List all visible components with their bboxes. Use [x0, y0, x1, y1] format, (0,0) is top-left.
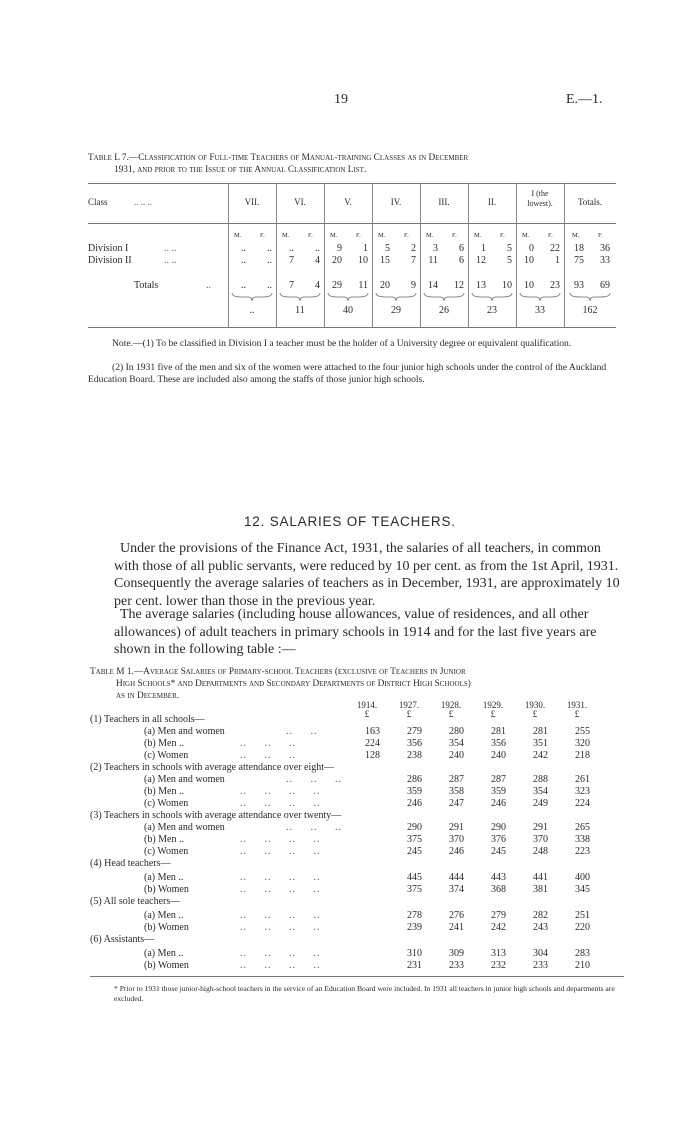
- table-row: [90, 834, 624, 846]
- paragraph-1: Under the provisions of the Finance Act, 1931, the salaries of all teachers, in common with those of all public servants, were reduced by 10 per cent. as from the 1st April, 1931. Consequently the average salaries of teachers as in December, 1931, are approximately 10 per cent. lower than those in the previous year.: [114, 541, 620, 609]
- cell: 238: [407, 750, 422, 761]
- cell: 283: [575, 948, 590, 959]
- mf-label: F.: [356, 232, 361, 239]
- cell: 265: [575, 822, 590, 833]
- row-label: (b) Women: [144, 960, 189, 971]
- cell: 279: [491, 910, 506, 921]
- cell: 291: [533, 822, 548, 833]
- total-cell: 20: [380, 280, 390, 291]
- cell: 224: [365, 738, 380, 749]
- mf-label: F.: [452, 232, 457, 239]
- cell: 370: [449, 834, 464, 845]
- group-heading: (3) Teachers in schools with average attendance over twenty—: [90, 810, 342, 821]
- row-label: (a) Men and women: [144, 726, 225, 737]
- leader-dots: .. .. .. ..: [240, 786, 321, 797]
- row-label: (b) Men ..: [144, 834, 184, 845]
- leader-dots: .. .. .. ..: [240, 948, 321, 959]
- table-l7-bottom-rule: [88, 327, 616, 328]
- group-heading-row: [90, 810, 624, 822]
- leader-dots: .. .. .. ..: [240, 960, 321, 971]
- cell: 22: [550, 243, 560, 254]
- table-l7-top-rule: [88, 183, 616, 184]
- total-cell: ..: [241, 280, 246, 291]
- cell: 239: [407, 922, 422, 933]
- cell: 370: [533, 834, 548, 845]
- cell: 255: [575, 726, 590, 737]
- mf-label: M.: [330, 232, 338, 239]
- table-row: [90, 822, 624, 834]
- row-label: (b) Men ..: [144, 738, 184, 749]
- row-dots: .. ..: [164, 255, 177, 266]
- cell: 354: [533, 786, 548, 797]
- mf-label: M.: [522, 232, 530, 239]
- row-label-division-ii: Division II: [88, 255, 132, 266]
- cell: 358: [449, 786, 464, 797]
- cell: 281: [491, 726, 506, 737]
- col-header-iv: IV.: [390, 197, 402, 207]
- cell: 276: [449, 910, 464, 921]
- col-divider: [516, 183, 517, 327]
- col-header-iii: III.: [438, 197, 450, 207]
- cell: 15: [380, 255, 390, 266]
- cell: 10: [524, 255, 534, 266]
- group-heading: (5) All sole teachers—: [90, 896, 181, 907]
- cell: 1: [481, 243, 486, 254]
- cell: 128: [365, 750, 380, 761]
- total-cell: 11: [358, 280, 368, 291]
- total-cell: 10: [502, 280, 512, 291]
- cell: 7: [289, 255, 294, 266]
- cell: 247: [449, 798, 464, 809]
- leader-dots: .. .. .. ..: [240, 922, 321, 933]
- leader-dots: .. .. ..: [240, 738, 296, 749]
- table-l7-note-1: Note.—(1) To be classified in Division I a teacher must be the holder of a University degree or equivalent qualification.: [112, 338, 572, 349]
- total-cell: 10: [524, 280, 534, 291]
- table-row: [90, 922, 624, 934]
- cell: 243: [533, 922, 548, 933]
- cell: 245: [407, 846, 422, 857]
- row-label-division-i: Division I: [88, 243, 129, 254]
- cell: 242: [491, 922, 506, 933]
- mf-label: M.: [282, 232, 290, 239]
- cell: 218: [575, 750, 590, 761]
- cell: 443: [491, 872, 506, 883]
- cell: 6: [459, 255, 464, 266]
- leader-dots: .. .. ..: [240, 750, 296, 761]
- table-row: [90, 726, 624, 738]
- col-class-header: Class: [88, 197, 108, 207]
- cell: 210: [575, 960, 590, 971]
- cell: ..: [289, 243, 294, 254]
- currency-symbol: £: [490, 709, 496, 719]
- paragraph-2: The average salaries (including house allowances, value of residences, and all other allowances) of adult teachers in primary schools in 1914 and for the last five years are shown in the following table :—: [114, 607, 597, 657]
- cell: 359: [407, 786, 422, 797]
- mf-label: F.: [404, 232, 409, 239]
- total-cell: 7: [289, 280, 294, 291]
- cell: 354: [449, 738, 464, 749]
- total-cell: 14: [428, 280, 438, 291]
- cell: 224: [575, 798, 590, 809]
- table-row: [90, 774, 624, 786]
- cell: 5: [507, 243, 512, 254]
- table-l7: [88, 183, 616, 328]
- row-label: (c) Women: [144, 750, 189, 761]
- cell: 313: [491, 948, 506, 959]
- table-row: [90, 798, 624, 810]
- cell: 368: [491, 884, 506, 895]
- mf-label: M.: [426, 232, 434, 239]
- table-row: [90, 750, 624, 762]
- table-l7-caption-line1: Table L 7.—Classification of Full-time Teachers of Manual-training Classes as in December: [88, 153, 469, 163]
- leader-dots: .. .. .. ..: [240, 872, 321, 883]
- table-row: [90, 872, 624, 884]
- cell: 240: [491, 750, 506, 761]
- group-heading: (2) Teachers in schools with average attendance over eight—: [90, 762, 335, 773]
- year-header: 1931.: [566, 700, 588, 710]
- table-m1-caption: [90, 666, 624, 702]
- group-heading: (4) Head teachers—: [90, 858, 171, 869]
- cell: 356: [491, 738, 506, 749]
- cell: 444: [449, 872, 464, 883]
- cell: 233: [449, 960, 464, 971]
- col-header-vii: VII.: [244, 197, 260, 207]
- cell: 10: [358, 255, 368, 266]
- cell: 20: [332, 255, 342, 266]
- row-label: (b) Women: [144, 884, 189, 895]
- cell: 1: [555, 255, 560, 266]
- totals-dots: ..: [206, 280, 211, 291]
- totals-label: Totals: [134, 280, 159, 291]
- cell: 75: [574, 255, 584, 266]
- cell: 309: [449, 948, 464, 959]
- cell: ..: [241, 243, 246, 254]
- cell: 345: [575, 884, 590, 895]
- cell: 279: [407, 726, 422, 737]
- year-header: 1930.: [524, 700, 546, 710]
- row-label: (a) Men and women: [144, 822, 225, 833]
- mf-label: F.: [308, 232, 313, 239]
- leader-dots: .. .. .. ..: [240, 884, 321, 895]
- col-header-vi: VI.: [294, 197, 306, 207]
- mf-label: F.: [548, 232, 553, 239]
- cell: 323: [575, 786, 590, 797]
- cell: 246: [491, 798, 506, 809]
- table-l7-header-rule: [88, 223, 616, 224]
- cell: 251: [575, 910, 590, 921]
- cell: 282: [533, 910, 548, 921]
- total-cell: 69: [600, 280, 610, 291]
- cell: 36: [600, 243, 610, 254]
- mf-label: F.: [260, 232, 265, 239]
- group-heading-row: [90, 714, 624, 726]
- table-row: [90, 846, 624, 858]
- cell: 374: [449, 884, 464, 895]
- cell: 381: [533, 884, 548, 895]
- cell: 223: [575, 846, 590, 857]
- cell: 5: [385, 243, 390, 254]
- leader-dots: .. .. ..: [286, 822, 342, 833]
- cell: 287: [449, 774, 464, 785]
- cell: 310: [407, 948, 422, 959]
- combined-total: 23: [487, 305, 497, 316]
- cell: 232: [491, 960, 506, 971]
- combined-total: 40: [343, 305, 353, 316]
- brace-row: [228, 292, 616, 302]
- row-label: (c) Women: [144, 846, 189, 857]
- cell: 6: [459, 243, 464, 254]
- row-label: (b) Women: [144, 922, 189, 933]
- mf-label: F.: [500, 232, 505, 239]
- cell: ..: [241, 255, 246, 266]
- table-m1-footnote: * Prior to 1931 those junior-high-school teachers in the service of an Education Board were included. In 1931 all teachers in junior high schools and departments are excluded.: [114, 984, 615, 1003]
- currency-symbol: £: [574, 709, 580, 719]
- cell: 0: [529, 243, 534, 254]
- cell: 4: [315, 255, 320, 266]
- combined-total: 33: [535, 305, 545, 316]
- group-heading-row: [90, 858, 624, 870]
- cell: 3: [433, 243, 438, 254]
- page-number: 19: [334, 92, 348, 107]
- group-heading-row: [90, 934, 624, 946]
- cell: 163: [365, 726, 380, 737]
- table-row: [90, 786, 624, 798]
- row-label: (a) Men ..: [144, 910, 184, 921]
- cell: 351: [533, 738, 548, 749]
- cell: ..: [267, 255, 272, 266]
- cell: 261: [575, 774, 590, 785]
- combined-total: 29: [391, 305, 401, 316]
- cell: 249: [533, 798, 548, 809]
- col-header-i: I (the lowest).: [527, 189, 553, 208]
- cell: 9: [337, 243, 342, 254]
- row-label: (a) Men ..: [144, 948, 184, 959]
- cell: 278: [407, 910, 422, 921]
- table-row: [90, 910, 624, 922]
- cell: ..: [315, 243, 320, 254]
- year-header: 1914.: [356, 700, 378, 710]
- cell: 359: [491, 786, 506, 797]
- leader-dots: .. ..: [286, 726, 318, 737]
- col-header-ii: II.: [487, 197, 497, 207]
- cell: 1: [363, 243, 368, 254]
- row-dots: .. ..: [164, 243, 177, 254]
- row-label: (c) Women: [144, 798, 189, 809]
- mf-label: M.: [234, 232, 242, 239]
- leader-dots: .. .. .. ..: [240, 846, 321, 857]
- total-cell: 93: [574, 280, 584, 291]
- mf-label: M.: [474, 232, 482, 239]
- cell: 18: [574, 243, 584, 254]
- combined-total: 26: [439, 305, 449, 316]
- table-row: [90, 960, 624, 972]
- cell: 248: [533, 846, 548, 857]
- cell: 280: [449, 726, 464, 737]
- table-l7-note-2: (2) In 1931 five of the men and six of the women were attached to the four junior high schools under the control of the Auckland Education Board. These are included also among the staffs of those junior high schools.: [88, 362, 607, 385]
- combined-total: 11: [295, 305, 305, 316]
- year-header: 1929.: [482, 700, 504, 710]
- cell: 246: [449, 846, 464, 857]
- cell: 291: [449, 822, 464, 833]
- cell: 2: [411, 243, 416, 254]
- table-l7-caption: [88, 152, 616, 176]
- cell: 441: [533, 872, 548, 883]
- cell: 304: [533, 948, 548, 959]
- group-heading-row: [90, 762, 624, 774]
- table-m1: [90, 700, 624, 980]
- cell: 33: [600, 255, 610, 266]
- leader-dots: .. .. .. ..: [240, 910, 321, 921]
- currency-symbol: £: [364, 709, 370, 719]
- group-heading: (1) Teachers in all schools—: [90, 714, 205, 725]
- table-row: [90, 738, 624, 750]
- table-m1-caption-line3: as in December.: [116, 691, 180, 701]
- cell: 220: [575, 922, 590, 933]
- year-header: 1927.: [398, 700, 420, 710]
- table-l7-caption-line2: 1931, and prior to the Issue of the Annual Classification List.: [114, 165, 367, 175]
- cell: 290: [491, 822, 506, 833]
- currency-symbol: £: [448, 709, 454, 719]
- section-title: 12. SALARIES OF TEACHERS.: [244, 514, 456, 529]
- cell: 241: [449, 922, 464, 933]
- cell: 375: [407, 834, 422, 845]
- total-cell: 9: [411, 280, 416, 291]
- cell: 242: [533, 750, 548, 761]
- col-class-dots: .. .. ..: [134, 197, 152, 207]
- cell: 376: [491, 834, 506, 845]
- cell: 11: [428, 255, 438, 266]
- cell: 356: [407, 738, 422, 749]
- cell: 240: [449, 750, 464, 761]
- col-header-totals: Totals.: [577, 197, 603, 207]
- mf-label: M.: [572, 232, 580, 239]
- total-cell: 29: [332, 280, 342, 291]
- total-cell: 13: [476, 280, 486, 291]
- mf-label: F.: [598, 232, 603, 239]
- cell: ..: [267, 243, 272, 254]
- cell: 245: [491, 846, 506, 857]
- table-m1-bottom-rule: [90, 976, 624, 977]
- combined-total: ..: [249, 305, 255, 316]
- cell: 12: [476, 255, 486, 266]
- total-cell: 12: [454, 280, 464, 291]
- combined-total: 162: [582, 305, 598, 316]
- leader-dots: .. .. ..: [286, 774, 342, 785]
- table-row: [90, 948, 624, 960]
- table-m1-caption-line1: Table M 1.—Average Salaries of Primary-school Teachers (exclusive of Teachers in Junior: [90, 667, 466, 677]
- cell: 286: [407, 774, 422, 785]
- cell: 231: [407, 960, 422, 971]
- total-cell: ..: [267, 280, 272, 291]
- row-label: (b) Men ..: [144, 786, 184, 797]
- group-heading: (6) Assistants—: [90, 934, 155, 945]
- cell: 375: [407, 884, 422, 895]
- col-header-v: V.: [344, 197, 352, 207]
- cell: 400: [575, 872, 590, 883]
- cell: 445: [407, 872, 422, 883]
- leader-dots: .. .. .. ..: [240, 834, 321, 845]
- page-code: E.—1.: [566, 92, 603, 107]
- cell: 233: [533, 960, 548, 971]
- currency-symbol: £: [532, 709, 538, 719]
- row-label: (a) Men ..: [144, 872, 184, 883]
- currency-symbol: £: [406, 709, 412, 719]
- cell: 281: [533, 726, 548, 737]
- cell: 320: [575, 738, 590, 749]
- total-cell: 4: [315, 280, 320, 291]
- cell: 5: [507, 255, 512, 266]
- mf-label: M.: [378, 232, 386, 239]
- row-label: (a) Men and women: [144, 774, 225, 785]
- cell: 246: [407, 798, 422, 809]
- leader-dots: .. .. .. ..: [240, 798, 321, 809]
- cell: 7: [411, 255, 416, 266]
- cell: 287: [491, 774, 506, 785]
- cell: 338: [575, 834, 590, 845]
- cell: 290: [407, 822, 422, 833]
- table-row: [90, 884, 624, 896]
- table-m1-caption-line2: High Schools* and Departments and Secondary Departments of District High Schools): [116, 679, 471, 689]
- year-header: 1928.: [440, 700, 462, 710]
- group-heading-row: [90, 896, 624, 908]
- cell: 288: [533, 774, 548, 785]
- total-cell: 23: [550, 280, 560, 291]
